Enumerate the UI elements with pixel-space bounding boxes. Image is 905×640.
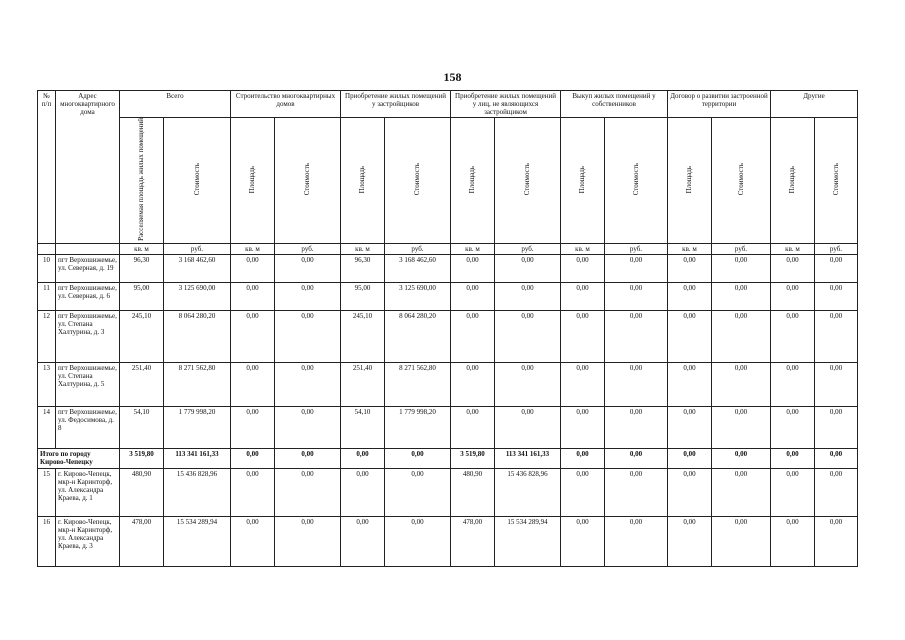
table-row: [38, 283, 858, 311]
row-value: 0,00: [668, 469, 712, 517]
unit-cell: руб.: [275, 244, 341, 255]
row-value: 0,00: [231, 311, 275, 363]
row-number: 14: [38, 407, 56, 449]
row-value: 0,00: [495, 311, 561, 363]
row-value: 0,00: [668, 517, 712, 567]
subheader-cell: [495, 118, 561, 244]
row-value: 0,00: [231, 517, 275, 567]
row-value: 0,00: [771, 363, 815, 407]
row-value: 0,00: [231, 363, 275, 407]
row-address: г. Кирово-Чепецк, мкр-н Каринторф, ул. Александра Краева, д. 1: [56, 469, 120, 517]
row-value: 0,00: [605, 311, 668, 363]
unit-cell: руб.: [712, 244, 771, 255]
unit-cell: руб.: [164, 244, 231, 255]
row-value: 0,00: [712, 255, 771, 283]
total-value: 113 341 161,33: [164, 449, 231, 469]
total-value: 0,00: [771, 449, 815, 469]
row-address: г. Кирово-Чепецк, мкр-н Каринторф, ул. Александра Краева, д. 3: [56, 517, 120, 567]
subheader-label: Расселяемая площадь жилых помещений: [137, 118, 146, 241]
subheader-cell: [668, 118, 712, 244]
table-row: [38, 407, 858, 449]
subheader-cell: [451, 118, 495, 244]
row-value: 0,00: [605, 469, 668, 517]
row-value: 0,00: [495, 363, 561, 407]
row-value: 480,90: [451, 469, 495, 517]
row-value: 0,00: [495, 255, 561, 283]
unit-row: [38, 244, 858, 255]
table-row: [38, 255, 858, 283]
subheader-cell: [164, 118, 231, 244]
unit-cell: кв. м: [561, 244, 605, 255]
row-value: 0,00: [275, 469, 341, 517]
row-address: пгт Верхошижемье, ул. Степана Халтурина, д. 3: [56, 311, 120, 363]
row-address: пгт Верхошижемье, ул. Степана Халтурина, д. 5: [56, 363, 120, 407]
total-value: 0,00: [231, 449, 275, 469]
row-value: 0,00: [605, 363, 668, 407]
total-value: 113 341 161,33: [495, 449, 561, 469]
row-value: 0,00: [668, 311, 712, 363]
row-value: 8 064 280,20: [164, 311, 231, 363]
subheader-cell: [385, 118, 451, 244]
row-value: 0,00: [815, 311, 858, 363]
header-group-buyout: Выкуп жилых помещений у собственников: [561, 91, 668, 118]
unit-cell: руб.: [495, 244, 561, 255]
total-value: 0,00: [385, 449, 451, 469]
subheader-label: Площадь: [578, 165, 587, 194]
row-value: 0,00: [561, 469, 605, 517]
header-group-purchase-non-developers: Приобретение жилых помещений у лиц, не являющихся застройщиком: [451, 91, 561, 118]
row-value: 95,00: [120, 283, 164, 311]
subheader-label: Стоимость: [192, 163, 201, 196]
total-row: [38, 449, 858, 469]
row-value: 251,40: [120, 363, 164, 407]
row-value: 0,00: [712, 517, 771, 567]
row-number: 16: [38, 517, 56, 567]
row-value: 0,00: [451, 311, 495, 363]
row-value: 95,00: [341, 283, 385, 311]
row-value: 0,00: [561, 517, 605, 567]
row-value: 0,00: [385, 469, 451, 517]
total-value: 0,00: [561, 449, 605, 469]
row-value: 245,10: [341, 311, 385, 363]
header-group-total: Всего: [120, 91, 231, 118]
row-value: 0,00: [668, 283, 712, 311]
subheader-label: Стоимость: [303, 163, 312, 196]
row-value: 0,00: [605, 407, 668, 449]
row-number: 15: [38, 469, 56, 517]
row-value: 3 168 462,60: [164, 255, 231, 283]
row-value: 0,00: [561, 363, 605, 407]
row-value: 0,00: [605, 283, 668, 311]
row-value: 0,00: [771, 469, 815, 517]
header-row: [38, 91, 858, 118]
row-value: 0,00: [771, 255, 815, 283]
row-value: 3 125 690,00: [385, 283, 451, 311]
unit-cell: кв. м: [771, 244, 815, 255]
row-value: 0,00: [668, 363, 712, 407]
housing-relocation-table: [37, 90, 858, 567]
row-value: 0,00: [712, 407, 771, 449]
row-value: 0,00: [668, 255, 712, 283]
row-value: 0,00: [815, 363, 858, 407]
header-num: № п/п: [38, 91, 56, 244]
row-value: 15 436 828,96: [495, 469, 561, 517]
row-value: 0,00: [605, 517, 668, 567]
row-value: 480,90: [120, 469, 164, 517]
row-value: 0,00: [561, 255, 605, 283]
row-value: 0,00: [451, 255, 495, 283]
row-value: 0,00: [275, 517, 341, 567]
row-number: 10: [38, 255, 56, 283]
row-value: 0,00: [605, 255, 668, 283]
row-value: 0,00: [275, 311, 341, 363]
page-number: 158: [443, 70, 462, 84]
unit-blank: [56, 244, 120, 255]
row-number: 13: [38, 363, 56, 407]
row-number: 12: [38, 311, 56, 363]
row-value: 0,00: [275, 283, 341, 311]
row-value: 8 271 562,80: [164, 363, 231, 407]
row-value: 0,00: [275, 255, 341, 283]
row-value: 54,10: [341, 407, 385, 449]
unit-cell: руб.: [815, 244, 858, 255]
unit-cell: кв. м: [668, 244, 712, 255]
row-value: 54,10: [120, 407, 164, 449]
row-value: 15 436 828,96: [164, 469, 231, 517]
row-value: 1 779 998,20: [385, 407, 451, 449]
header-group-development-agreement: Договор о развитии застроенной территории: [668, 91, 771, 118]
row-value: 0,00: [712, 311, 771, 363]
total-value: 0,00: [668, 449, 712, 469]
row-value: 478,00: [120, 517, 164, 567]
total-value: 0,00: [815, 449, 858, 469]
table-row: [38, 311, 858, 363]
row-value: 0,00: [495, 407, 561, 449]
row-address: пгт Верхошижемье, ул. Северная, д. 19: [56, 255, 120, 283]
row-value: 96,30: [120, 255, 164, 283]
row-value: 0,00: [561, 283, 605, 311]
unit-cell: кв. м: [231, 244, 275, 255]
row-address: пгт Верхошижемье, ул. Северная, д. 6: [56, 283, 120, 311]
row-value: 0,00: [451, 407, 495, 449]
total-value: 3 519,80: [451, 449, 495, 469]
row-value: 8 064 280,20: [385, 311, 451, 363]
row-value: 0,00: [668, 407, 712, 449]
row-value: 0,00: [712, 283, 771, 311]
row-value: 0,00: [231, 255, 275, 283]
subheader-label: Стоимость: [736, 163, 745, 196]
header-address: Адрес многоквартирного дома: [56, 91, 120, 244]
row-value: 0,00: [275, 363, 341, 407]
row-value: 251,40: [341, 363, 385, 407]
header-group-construction: Строительство многоквартирных домов: [231, 91, 341, 118]
subheader-cell: [341, 118, 385, 244]
table-row: [38, 517, 858, 567]
row-value: 3 168 462,60: [385, 255, 451, 283]
subheader-label: Площадь: [685, 165, 694, 194]
subheader-cell: [605, 118, 668, 244]
row-number: 11: [38, 283, 56, 311]
subheader-cell: [561, 118, 605, 244]
row-value: 0,00: [815, 283, 858, 311]
row-value: 0,00: [561, 311, 605, 363]
total-value: 0,00: [605, 449, 668, 469]
row-value: 0,00: [275, 407, 341, 449]
subheader-label: Площадь: [248, 165, 257, 194]
subheader-cell: [120, 118, 164, 244]
row-value: 0,00: [771, 517, 815, 567]
row-value: 0,00: [495, 283, 561, 311]
subheader-cell: [712, 118, 771, 244]
row-value: 0,00: [815, 255, 858, 283]
total-value: 0,00: [341, 449, 385, 469]
subheader-label: Стоимость: [631, 163, 640, 196]
unit-cell: кв. м: [341, 244, 385, 255]
row-value: 8 271 562,80: [385, 363, 451, 407]
subheader-cell: [771, 118, 815, 244]
row-value: 15 534 289,94: [164, 517, 231, 567]
header-group-other: Другие: [771, 91, 858, 118]
row-value: 15 534 289,94: [495, 517, 561, 567]
row-value: 0,00: [815, 469, 858, 517]
row-address: пгт Верхошижемье, ул. Федосимова, д. 8: [56, 407, 120, 449]
total-label: Итого по городу Кирово-Чепецку: [38, 449, 120, 469]
subheader-cell: [231, 118, 275, 244]
subheader-label: Стоимость: [413, 163, 422, 196]
subheader-cell: [815, 118, 858, 244]
unit-cell: руб.: [385, 244, 451, 255]
row-value: 0,00: [341, 517, 385, 567]
row-value: 0,00: [451, 363, 495, 407]
row-value: 0,00: [231, 407, 275, 449]
subheader-label: Площадь: [468, 165, 477, 194]
row-value: 0,00: [815, 407, 858, 449]
row-value: 0,00: [231, 469, 275, 517]
unit-cell: кв. м: [451, 244, 495, 255]
row-value: 0,00: [341, 469, 385, 517]
row-value: 1 779 998,20: [164, 407, 231, 449]
unit-cell: кв. м: [120, 244, 164, 255]
total-value: 0,00: [275, 449, 341, 469]
row-value: 0,00: [385, 517, 451, 567]
table-row: [38, 469, 858, 517]
row-value: 0,00: [561, 407, 605, 449]
subheader-label: Площадь: [358, 165, 367, 194]
row-value: 0,00: [712, 363, 771, 407]
total-value: 3 519,80: [120, 449, 164, 469]
row-value: 0,00: [771, 407, 815, 449]
subheader-label: Стоимость: [523, 163, 532, 196]
row-value: 0,00: [451, 283, 495, 311]
row-value: 478,00: [451, 517, 495, 567]
row-value: 0,00: [231, 283, 275, 311]
row-value: 0,00: [815, 517, 858, 567]
table-row: [38, 363, 858, 407]
subheader-row: [38, 118, 858, 244]
row-value: 0,00: [771, 283, 815, 311]
row-value: 3 125 690,00: [164, 283, 231, 311]
subheader-label: Площадь: [788, 165, 797, 194]
row-value: 96,30: [341, 255, 385, 283]
row-value: 245,10: [120, 311, 164, 363]
unit-cell: руб.: [605, 244, 668, 255]
unit-blank: [38, 244, 56, 255]
subheader-label: Стоимость: [831, 163, 840, 196]
total-value: 0,00: [712, 449, 771, 469]
row-value: 0,00: [712, 469, 771, 517]
header-group-purchase-developers: Приобретение жилых помещений у застройщиков: [341, 91, 451, 118]
row-value: 0,00: [771, 311, 815, 363]
subheader-cell: [275, 118, 341, 244]
